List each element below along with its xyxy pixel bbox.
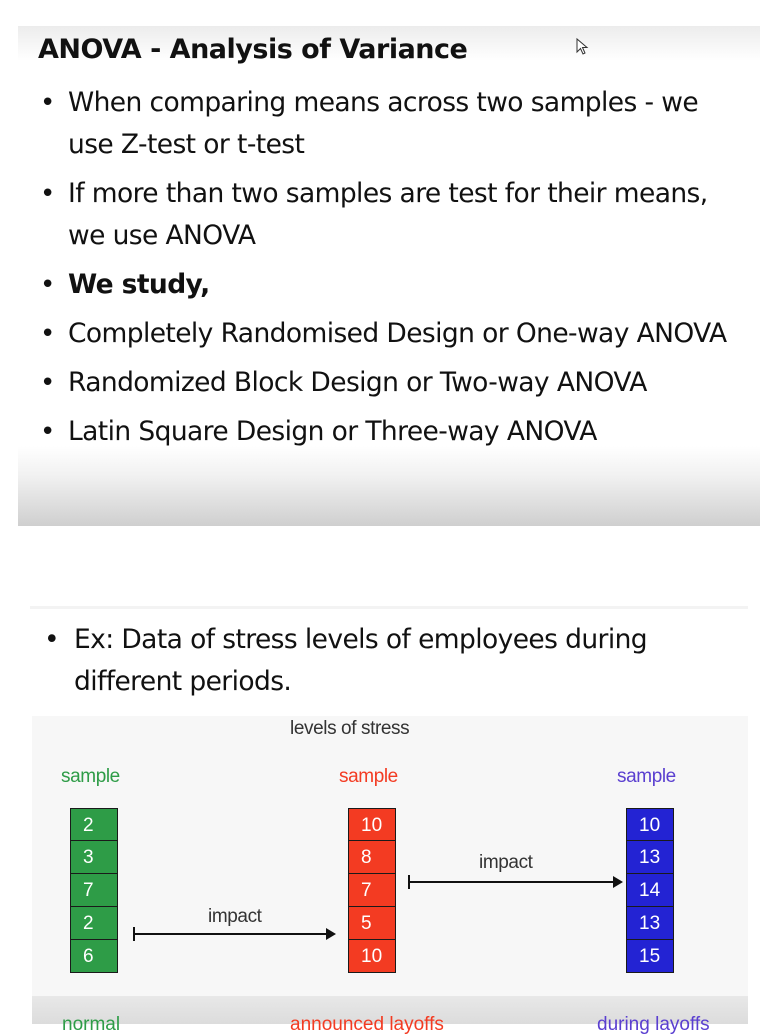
- sample-cell: 13: [626, 841, 674, 874]
- bullet-item: • Randomized Block Design or Two-way ANOVA: [38, 362, 748, 404]
- sample-column-green: [70, 808, 118, 973]
- impact-label-2: impact: [479, 852, 533, 873]
- sample-label-red: sample: [339, 766, 398, 787]
- sample-column-red: [348, 808, 396, 973]
- period-label-announced: announced layoffs: [290, 1014, 444, 1035]
- impact-label-1: impact: [208, 906, 262, 927]
- right-arrow-icon: [134, 933, 334, 935]
- sample-cell: 15: [626, 940, 674, 973]
- diagram-heading: levels of stress: [290, 718, 410, 739]
- bullet-item: • Completely Randomised Design or One-way ANOVA: [38, 313, 748, 355]
- bottom-labels-strip: [32, 996, 748, 1035]
- bullet-dot-icon: •: [40, 88, 55, 118]
- sample-cell: 7: [348, 874, 396, 907]
- bullet-item: • We study,: [38, 264, 748, 306]
- sample-column-blue: [626, 808, 674, 973]
- sample-cell: 13: [626, 907, 674, 940]
- sample-cell: 6: [70, 940, 118, 973]
- slide-title: ANOVA - Analysis of Variance: [38, 34, 468, 65]
- sample-cell: 10: [348, 808, 396, 841]
- mouse-pointer-icon: [576, 38, 590, 56]
- sample-cell: 7: [70, 874, 118, 907]
- example-text: Ex: Data of stress levels of employees during different periods.: [74, 624, 648, 697]
- bullet-item: • When comparing means across two samples - we use Z-test or t-test: [38, 82, 748, 166]
- period-label-during: during layoffs: [597, 1014, 710, 1035]
- example-bullet: [44, 619, 754, 703]
- bullet-list: [38, 82, 748, 460]
- bullet-dot-icon: •: [40, 368, 55, 398]
- bullet-item: • Latin Square Design or Three-way ANOVA: [38, 411, 748, 453]
- sample-cell: 10: [348, 940, 396, 973]
- bullet-dot-icon: •: [40, 179, 55, 209]
- bullet-dot-icon: •: [40, 319, 55, 349]
- bullet-item: • If more than two samples are test for their means, we use ANOVA: [38, 173, 748, 257]
- bullet-dot-icon: •: [44, 624, 60, 655]
- right-arrow-icon: [409, 881, 621, 883]
- stress-levels-diagram: [32, 716, 748, 996]
- period-label-normal: normal: [62, 1014, 121, 1035]
- sample-cell: 10: [626, 808, 674, 841]
- sample-cell: 3: [70, 841, 118, 874]
- sample-label-green: sample: [61, 766, 120, 787]
- sample-cell: 2: [70, 907, 118, 940]
- sample-label-blue: sample: [617, 766, 676, 787]
- sample-cell: 5: [348, 907, 396, 940]
- sample-cell: 8: [348, 841, 396, 874]
- sample-cell: 14: [626, 874, 674, 907]
- slide-anova-overview: [18, 26, 760, 526]
- bullet-dot-icon: •: [40, 417, 55, 447]
- bullet-dot-icon: •: [40, 270, 55, 300]
- sample-cell: 2: [70, 808, 118, 841]
